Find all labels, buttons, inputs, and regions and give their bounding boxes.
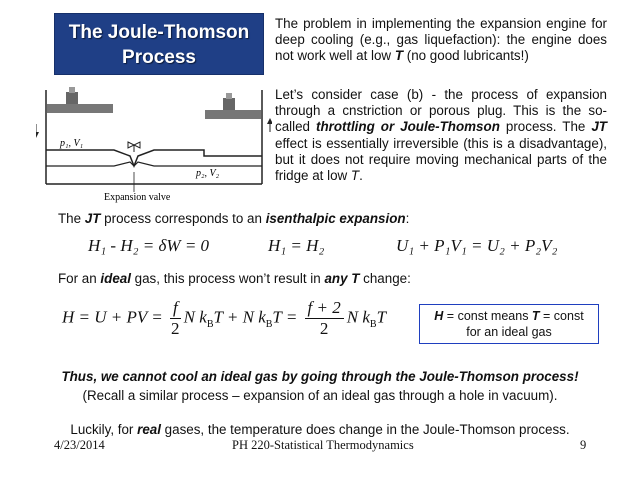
text: process. The (499, 119, 592, 135)
text: (no good lubricants!) (403, 48, 529, 64)
conclusion-statement: Thus, we cannot cool an ideal gas by going through the Joule-Thomson process! (61, 369, 579, 384)
eq-term: T = (272, 307, 298, 327)
emphasis: any T (324, 271, 360, 286)
fraction-f-plus-2-over-2 (305, 298, 344, 339)
real-gas-statement (20, 422, 620, 437)
title-line-2: Process (122, 47, 196, 68)
text: : (405, 211, 410, 226)
equation-enthalpy-equal: H₁ = H₂ (268, 236, 325, 255)
emphasis: T (350, 168, 360, 184)
valve-label: Expansion valve (104, 192, 171, 203)
note-line-2: for an ideal gas (466, 325, 552, 339)
equation-enthalpy-difference: H₁ - H₂ = δW = 0 (88, 236, 210, 255)
emphasis: JT (84, 211, 101, 226)
eq-lhs: H = U + PV = (62, 307, 163, 327)
subscript: B (369, 318, 377, 330)
denominator: 2 (171, 319, 180, 338)
text: . (359, 168, 363, 184)
text: gas, this process won’t result in (130, 271, 325, 286)
text: gases, the temperature does change in the Joule-Thomson process. (160, 422, 570, 437)
subscript: B (206, 318, 214, 330)
text: For an (58, 271, 101, 286)
ideal-gas-statement (58, 271, 411, 286)
text: = const means (443, 309, 532, 323)
text: Luckily, for (70, 422, 138, 437)
text: The problem in implementing the expansion engine for deep cooling (e.g., gas liquefaction): the engine does not work well at low (275, 16, 607, 64)
numerator: f (170, 298, 181, 319)
fraction-f-over-2 (170, 298, 181, 339)
eq-term: N k (183, 307, 207, 327)
emphasis: real (137, 422, 161, 437)
text: = const (539, 309, 584, 323)
footer-page-number: 9 (580, 438, 587, 452)
numerator: f + 2 (305, 298, 344, 319)
emphasis: throttling or Joule-Thomson (316, 119, 500, 135)
joule-thomson-apparatus-diagram (36, 84, 272, 204)
emphasis: isenthalpic expansion (265, 211, 406, 226)
text: change: (359, 271, 411, 286)
ideal-gas-note-box (419, 304, 599, 344)
emphasis: JT (591, 119, 607, 135)
eq-term: T + N k (213, 307, 266, 327)
equation-ideal-gas-enthalpy (62, 298, 386, 339)
left-chamber-label: p₁, V₁ (60, 138, 84, 149)
emphasis: T (394, 48, 404, 64)
intro-paragraph (275, 16, 607, 65)
eq-term: T (376, 307, 387, 327)
denominator: 2 (319, 319, 329, 338)
emphasis: H (434, 309, 444, 323)
eq-term: N k (346, 307, 370, 327)
text: effect is essentially irreversible (this is a disadvantage), but it does not require moving mechanical parts of the fridge at low (275, 135, 607, 184)
footer-course: PH 220-Statistical Thermodynamics (232, 438, 414, 452)
case-b-paragraph (275, 87, 607, 184)
text: process corresponds to an (100, 211, 266, 226)
emphasis: T (531, 309, 540, 323)
text: The (58, 211, 85, 226)
note-line-1 (420, 308, 598, 324)
right-chamber-label: p₂, V₂ (196, 168, 220, 179)
equation-energy-balance: U₁ + P₁V₁ = U₂ + P₂V₂ (396, 236, 558, 255)
text: Let’s consider case (b) - the process of expansion through a cnstriction or porous plug. This is the so-called (275, 87, 607, 135)
emphasis: ideal (100, 271, 131, 286)
title-line-1: The Joule-Thomson (68, 22, 250, 43)
isenthalpic-statement (58, 211, 409, 226)
slide-title (54, 13, 264, 75)
footer-date: 4/23/2014 (54, 438, 105, 452)
recall-statement: (Recall a similar process – expansion of an ideal gas through a hole in vacuum). (82, 388, 558, 403)
subscript: B (265, 318, 273, 330)
